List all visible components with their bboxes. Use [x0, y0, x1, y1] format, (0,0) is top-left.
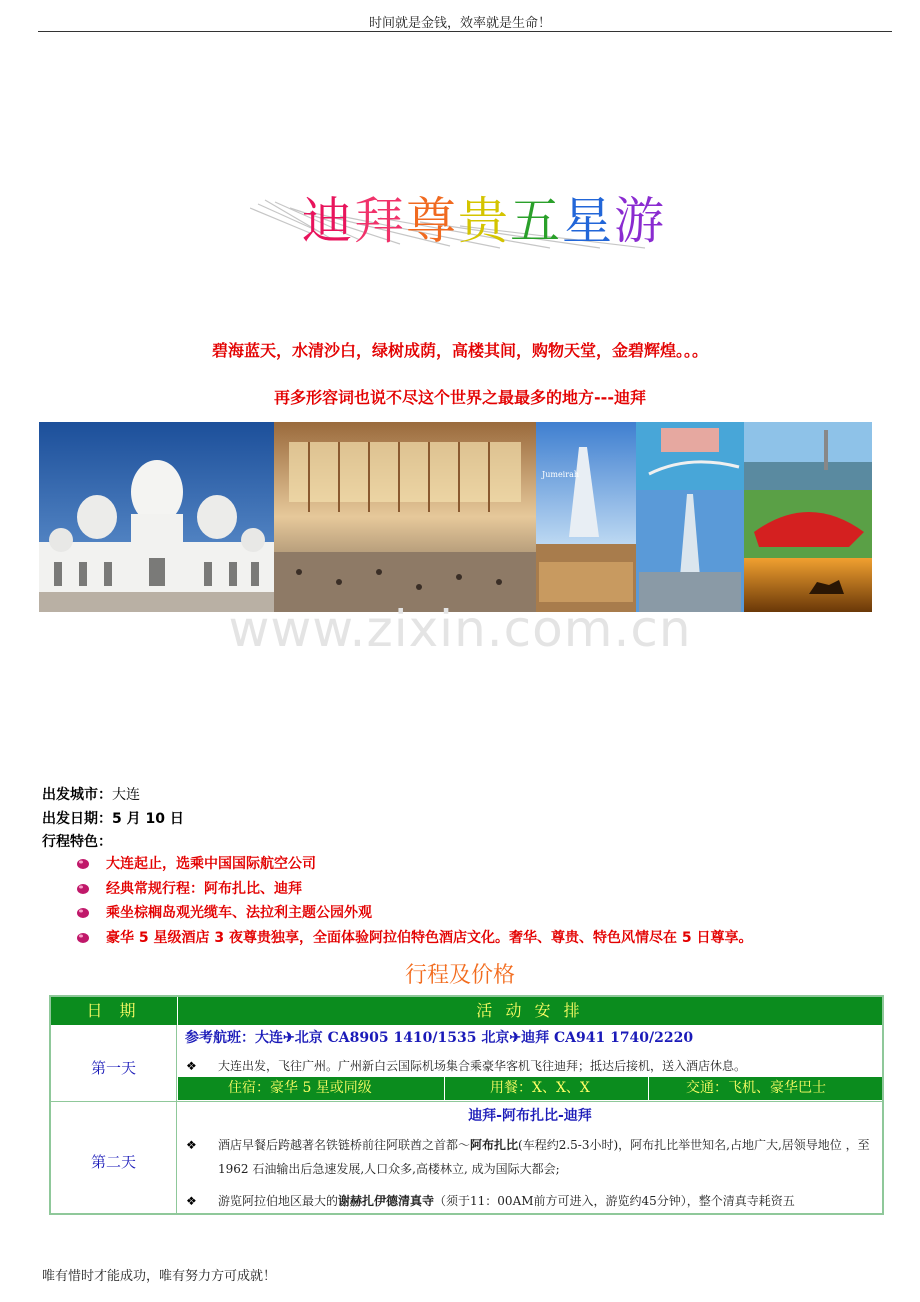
feature-item	[72, 926, 752, 951]
section-title: 行程及价格	[404, 963, 515, 988]
diamond-bullet-icon: ❖	[186, 1138, 197, 1152]
feature-item	[72, 901, 752, 926]
features-list	[72, 852, 752, 950]
day1-hotel: 住宿：豪华 5 星或同级	[228, 1080, 372, 1096]
day1-transport: 交通：飞机、豪华巴士	[686, 1080, 826, 1096]
slogan-line-1: 碧海蓝天，水清沙白，绿树成荫，高楼其间，购物天堂，金碧辉煌。。。	[211, 341, 708, 360]
departure-city	[42, 785, 140, 805]
page-header-text: 时间就是金钱，效率就是生命！	[368, 16, 551, 31]
day2-paragraph-2: ❖ 游览阿拉伯地区最大的谢赫扎伊德清真寺（须于11：00AM前方可进入，游览约45分钟），整个清真寺耗资五	[186, 1189, 874, 1213]
title-char: 贵	[458, 192, 508, 250]
feature-text: 经典常规行程：阿布扎比、迪拜	[106, 880, 302, 897]
features-label: 行程特色：	[42, 834, 112, 850]
header-date: 日 期	[51, 997, 177, 1025]
row-divider	[51, 1101, 882, 1102]
feature-item	[72, 852, 752, 877]
title-char: 五	[510, 192, 560, 250]
itinerary-table	[49, 995, 884, 1215]
day1-meals: 用餐：X、X、X	[490, 1080, 590, 1096]
day2-label: 第二天	[90, 1153, 136, 1171]
bar-divider	[444, 1077, 445, 1100]
diamond-bullet-icon: ❖	[186, 1194, 197, 1208]
header-rule	[38, 31, 892, 32]
bullet-icon	[76, 932, 90, 944]
mosque-highlight: 谢赫扎伊德清真寺	[338, 1194, 435, 1208]
bullet-icon	[76, 883, 90, 895]
departure-city-value: 大连	[112, 787, 140, 803]
title-char: 尊	[406, 192, 456, 250]
bullet-icon	[76, 858, 90, 870]
watermark: www.zixin.com.cn	[228, 600, 692, 658]
departure-date-value: 5 月 10 日	[112, 811, 184, 827]
diamond-bullet-icon: ❖	[186, 1059, 197, 1073]
feature-text: 乘坐棕榈岛观光缆车、法拉利主题公园外观	[106, 905, 372, 921]
feature-item	[72, 877, 752, 902]
ferrari-world-photo	[744, 490, 872, 558]
bar-divider	[648, 1077, 649, 1100]
departure-city-label: 出发城市：	[42, 787, 112, 803]
day1-label: 第一天	[90, 1059, 136, 1077]
title-char: 拜	[354, 192, 404, 250]
burj-khalifa-photo	[636, 490, 744, 612]
jumeirah-label: Jumeirah	[542, 470, 579, 479]
day1-flight: 参考航班：大连✈北京 CA8905 1410/1535 北京✈迪拜 CA941 1740/2220	[185, 1030, 694, 1046]
burj-al-arab-photo	[536, 422, 636, 612]
day1-desc: ❖ 大连出发，飞往广州。广州新白云国际机场集合乘豪华客机飞往迪拜；抵达后接机，送入酒店休息。	[186, 1054, 874, 1078]
slogan-line-2: 再多形容词也说不尽这个世界之最最多的地方---迪拜	[274, 388, 646, 407]
feature-text: 豪华 5 星级酒店 3 夜尊贵独享，全面体验阿拉伯特色酒店文化。奢华、尊贵、特色风情尽在 5 日尊享。	[106, 929, 753, 946]
day2-paragraph-1: ❖ 酒店早餐后跨越著名铁链桥前往阿联酋之首都～阿布扎比(车程约2.5-3小时)，阿布扎比举世知名,占地广大,居领导地位 ，至1962 石油输出后急速发展,人口众多,高楼林立, 成为国际大都会;	[186, 1133, 874, 1181]
departure-date	[42, 809, 184, 829]
mall-photo	[274, 422, 536, 612]
mosque-photo	[39, 422, 274, 612]
feature-text: 大连起止，选乘中国国际航空公司	[106, 856, 316, 872]
abu-dhabi-highlight: 阿布扎比	[470, 1138, 519, 1152]
header-activity: 活 动 安 排	[178, 997, 882, 1025]
page-title	[250, 178, 670, 258]
dubai-photo-collage	[39, 422, 872, 612]
day2-title: 迪拜-阿布扎比-迪拜	[468, 1108, 592, 1124]
day1-info-bar	[178, 1077, 882, 1100]
marina-photo	[744, 422, 872, 490]
title-char: 游	[614, 192, 664, 250]
departure-date-label: 出发日期：	[42, 811, 112, 827]
title-char: 迪	[302, 192, 352, 250]
page-footer-text: 唯有惜时才能成功，唯有努力方可成就！	[42, 1269, 277, 1284]
bullet-icon	[76, 907, 90, 919]
atlantis-photo	[636, 422, 744, 490]
features-heading	[42, 832, 112, 852]
title-char: 星	[562, 192, 612, 250]
column-divider	[176, 1025, 177, 1213]
